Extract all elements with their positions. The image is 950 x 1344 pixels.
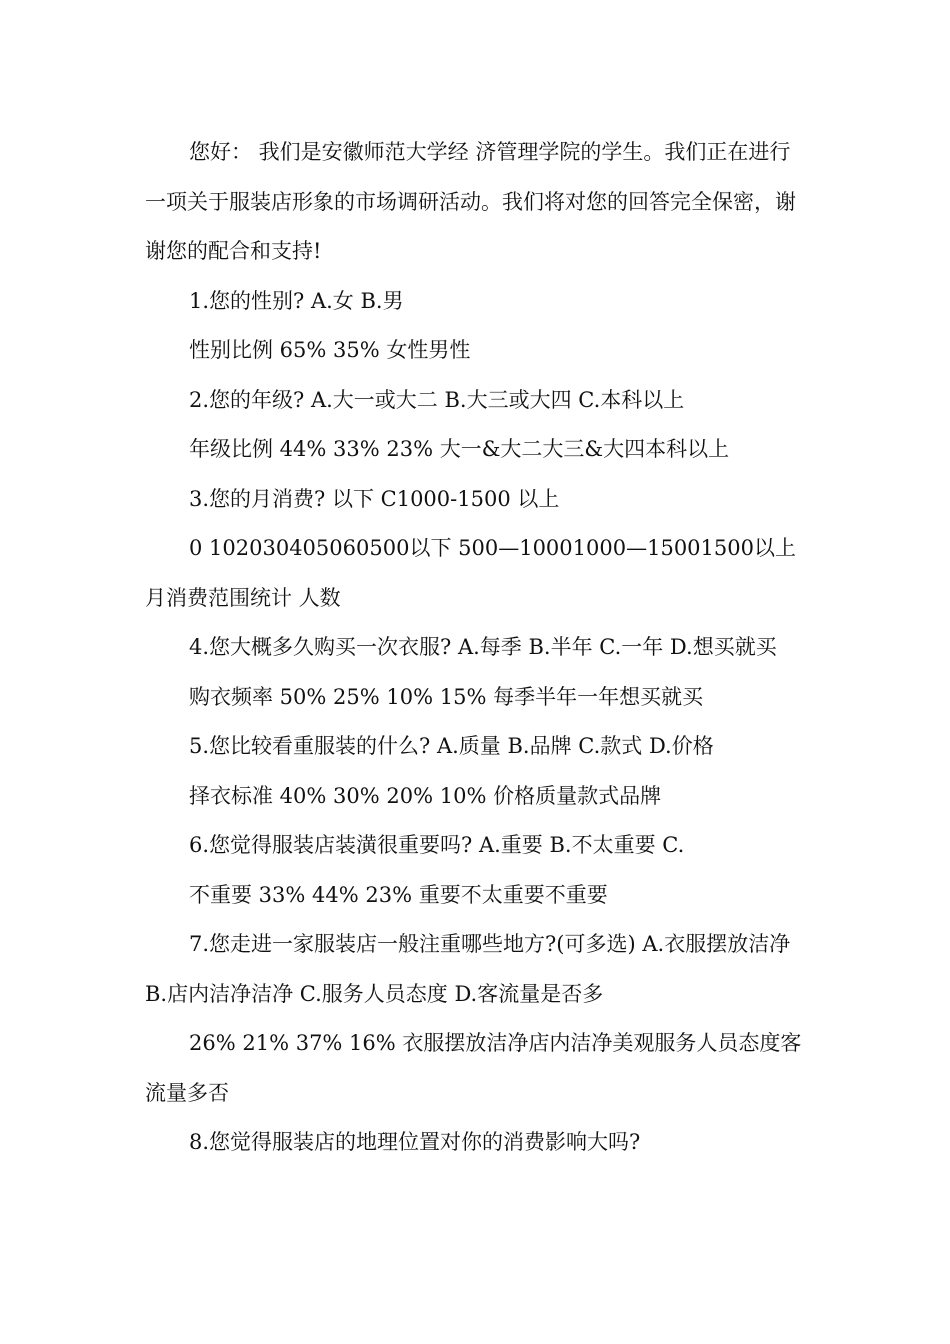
intro-paragraph: 您好： 我们是安徽师范大学经 济管理学院的学生。我们正在进行一项关于服装店形象的市场调研活动。我们将对您的回答完全保密，谢谢您的配合和支持! [145,140,796,263]
question-6: 6.您觉得服装店装潢很重要吗? A.重要 B.不太重要 C. [189,833,685,857]
question-7: 7.您走进一家服装店一般注重哪些地方?(可多选) A.衣服摆放洁净 B.店内洁净洁净 C.服务人员态度 D.客流量是否多 [145,932,791,1006]
question-5: 5.您比较看重服装的什么? A.质量 B.品牌 C.款式 D.价格 [189,734,714,758]
document-body [145,128,810,1168]
question-2: 2.您的年级? A.大一或大二 B.大三或大四 C.本科以上 [189,387,685,412]
result-2: 年级比例 44% 33% 23% 大一&大二大三&大四本科以上 [189,437,730,461]
result-6: 不重要 33% 44% 23% 重要不太重要不重要 [189,882,608,907]
question-8: 8.您觉得服装店的地理位置对你的消费影响大吗? [189,1130,641,1154]
result-7: 26% 21% 37% 16% 衣服摆放洁净店内洁净美观服务人员态度客流量多否 [145,1031,802,1105]
question-4: 4.您大概多久购买一次衣服? A.每季 B.半年 C.一年 D.想买就买 [189,635,777,659]
question-1: 1.您的性别? A.女 B.男 [189,288,404,313]
result-4: 购衣频率 50% 25% 10% 15% 每季半年一年想买就买 [189,684,704,709]
result-3: 0 102030405060500以下 500—10001000—15001500以上 月消费范围统计 人数 [145,536,796,610]
result-5: 择衣标准 40% 30% 20% 10% 价格质量款式品牌 [189,783,662,808]
question-3: 3.您的月消费? 以下 C1000-1500 以上 [189,486,560,511]
result-1: 性别比例 65% 35% 女性男性 [189,338,471,362]
